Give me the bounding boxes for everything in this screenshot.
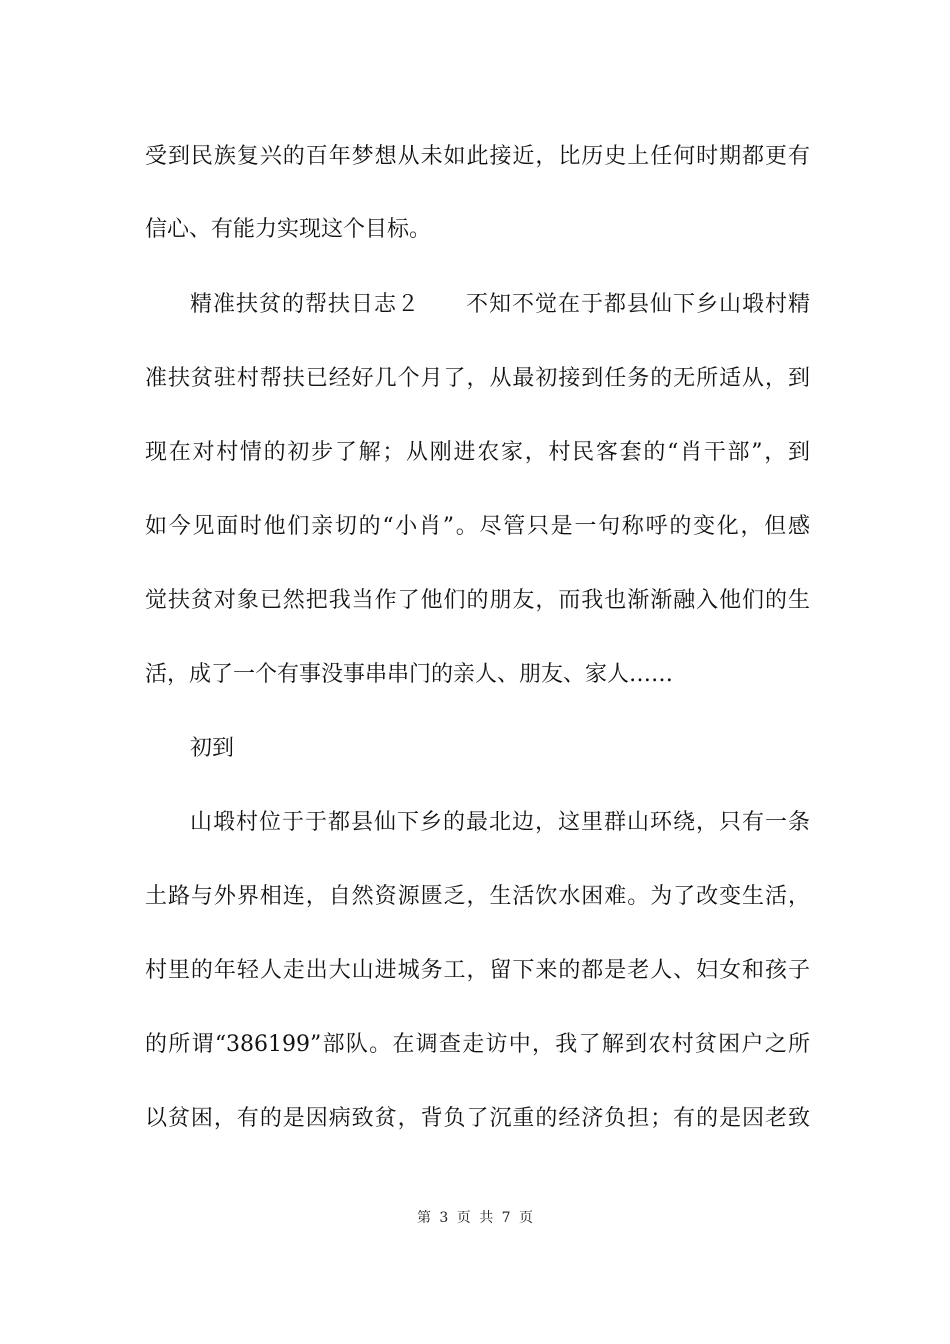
text-line-6: 如今见面时他们亲切的“小肖”。尽管只是一句称呼的变化，但感: [145, 514, 810, 539]
text-line-14: 以贫困，有的是因病致贫，背负了沉重的经济负担；有的是因老致: [145, 1106, 810, 1131]
text-line-4: 准扶贫驻村帮扶已经好几个月了，从最初接到任务的无所适从，到: [145, 366, 810, 391]
text-line-11: 土路与外界相连，自然资源匮乏，生活饮水困难。为了改变生活，: [145, 884, 810, 909]
text-line-2: 信心、有能力实现这个目标。: [145, 217, 432, 242]
text-line-12: 村里的年轻人走出大山进城务工，留下来的都是老人、妇女和孩子: [145, 958, 810, 983]
text-line-1: 受到民族复兴的百年梦想从未如此接近，比历史上任何时期都更有: [145, 144, 810, 169]
page-number-footer: 第 3 页 共 7 页: [416, 1210, 534, 1226]
text-line-10: 山塅村位于于都县仙下乡的最北边，这里群山环绕，只有一条: [190, 810, 810, 835]
text-line-13: 的所谓“386199”部队。在调查走访中，我了解到农村贫困户之所: [145, 1032, 810, 1057]
text-line-5: 现在对村情的初步了解；从刚进农家，村民客套的“肖干部”，到: [145, 440, 810, 465]
text-line-7: 觉扶贫对象已然把我当作了他们的朋友，而我也渐渐融入他们的生: [145, 588, 810, 613]
text-line-8: 活，成了一个有事没事串串门的亲人、朋友、家人……: [145, 662, 674, 687]
text-line-3: 精准扶贫的帮扶日志２ 不知不觉在于都县仙下乡山塅村精: [190, 292, 810, 317]
section-heading: 初到: [190, 736, 235, 761]
